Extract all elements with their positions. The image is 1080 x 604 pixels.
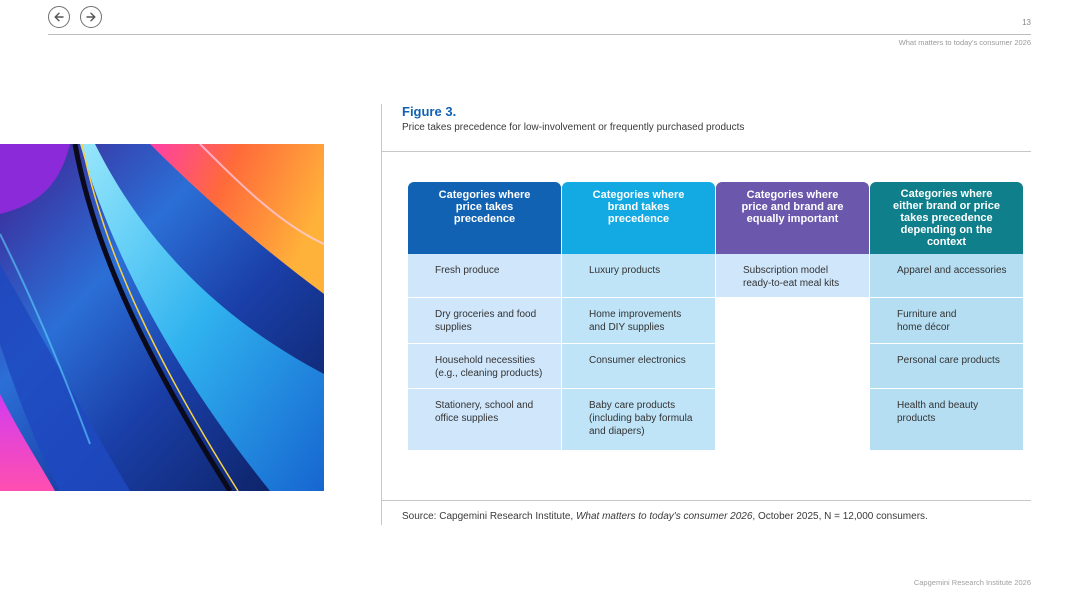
hero-abstract-image <box>0 144 324 491</box>
column-header: Categories where price and brand are equally important <box>716 182 869 254</box>
figure-subtitle: Price takes precedence for low-involvement or frequently purchased products <box>402 122 745 133</box>
page-number: 13 <box>1022 18 1031 27</box>
arrow-right-icon <box>85 11 97 23</box>
figure-label: Figure 3. <box>402 104 457 119</box>
source-suffix: , October 2025, N = 12,000 consumers. <box>752 511 928 522</box>
category-cell: Dry groceries and food supplies <box>408 298 561 344</box>
source-report-title: What matters to today's consumer 2026 <box>575 511 753 522</box>
category-cell: Subscription model ready-to-eat meal kits <box>716 254 869 298</box>
column-either-depending <box>870 182 1023 451</box>
category-cell: Apparel and accessories <box>870 254 1023 298</box>
figure-bottom-rule <box>382 500 1031 501</box>
column-header: Categories where price takes precedence <box>408 182 561 254</box>
column-header: Categories where either brand or price takes precedence depending on the context <box>870 182 1023 254</box>
category-cell: Household necessities (e.g., cleaning products) <box>408 344 561 389</box>
category-cell: Personal care products <box>870 344 1023 389</box>
figure-top-rule <box>382 151 1031 152</box>
next-page-button[interactable] <box>80 6 102 28</box>
category-cell: Consumer electronics <box>562 344 715 389</box>
category-cell: Home improvements and DIY supplies <box>562 298 715 344</box>
column-price-precedence <box>408 182 561 451</box>
footer-text: Capgemini Research Institute 2026 <box>913 578 1031 587</box>
category-cell: Luxury products <box>562 254 715 298</box>
previous-page-button[interactable] <box>48 6 70 28</box>
arrow-left-icon <box>53 11 65 23</box>
source-prefix: Source: Capgemini Research Institute, <box>402 511 576 522</box>
column-brand-precedence <box>562 182 715 451</box>
category-cell: Furniture and home décor <box>870 298 1023 344</box>
header-divider <box>48 34 1031 35</box>
category-cell: Fresh produce <box>408 254 561 298</box>
category-cell: Baby care products (including baby formula and diapers) <box>562 389 715 451</box>
source-note <box>402 511 928 522</box>
column-equally-important <box>716 182 869 298</box>
category-cell: Health and beauty products <box>870 389 1023 451</box>
content-divider <box>381 104 382 525</box>
category-cell: Stationery, school and office supplies <box>408 389 561 451</box>
column-header: Categories where brand takes precedence <box>562 182 715 254</box>
report-title: What matters to today's consumer 2026 <box>898 38 1031 47</box>
